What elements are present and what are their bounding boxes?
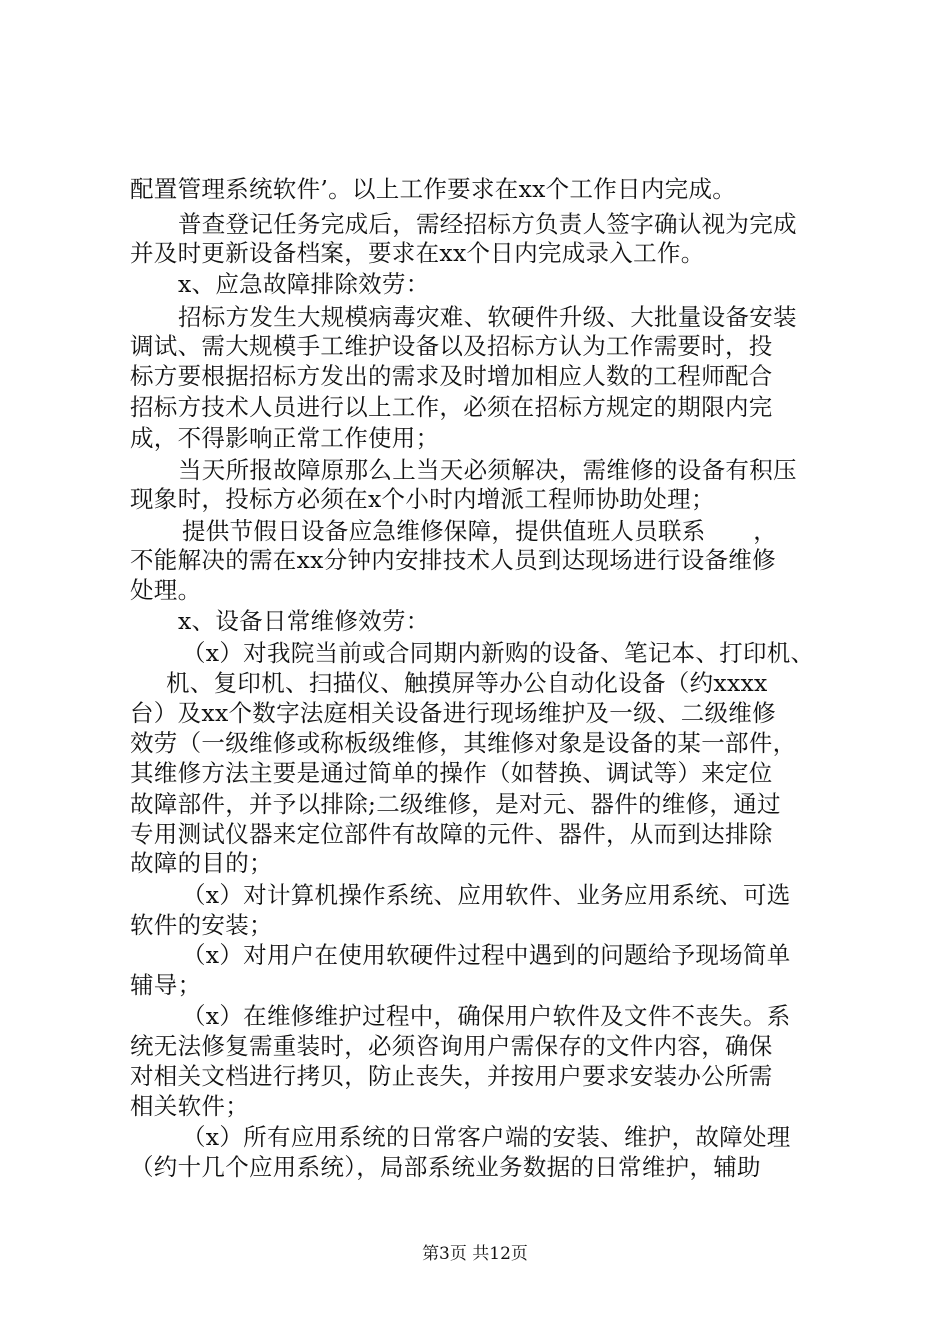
text-line: （x）对计算机操作系统、应用软件、业务应用系统、可选 (182, 881, 791, 909)
page-number-footer: 第3页 共12页 (422, 1244, 528, 1264)
text-line: 处理。 (130, 576, 202, 604)
text-line: 并及时更新设备档案，要求在xx个日内完成录入工作。 (130, 239, 705, 267)
text-line: 提供节假日设备应急维修保障，提供值班人员联系 ， (182, 517, 777, 545)
text-line: 调试、需大规模手工维护设备以及招标方认为工作需要时，投 (130, 332, 773, 360)
text-line: 对相关文档进行拷贝，防止丧失，并按用户要求安装办公所需 (130, 1062, 773, 1090)
text-line: 招标方发生大规模病毒灾难、软硬件升级、大批量设备安装 (178, 303, 797, 331)
text-line: （x）所有应用系统的日常客户端的安装、维护，故障处理 (182, 1123, 791, 1151)
text-line: 招标方技术人员进行以上工作，必须在招标方规定的期限内完 (130, 393, 773, 421)
section-heading: x、设备日常维修效劳： (178, 607, 430, 635)
text-line: 统无法修复需重装时，必须咨询用户需保存的文件内容，确保 (130, 1032, 773, 1060)
text-line: 普查登记任务完成后，需经招标方负责人签字确认视为完成 (178, 210, 797, 238)
text-line: 配置管理系统软件’。以上工作要求在xx个工作日内完成。 (130, 175, 737, 203)
section-heading: x、应急故障排除效劳： (178, 270, 430, 298)
text-line: 标方要根据招标方发出的需求及时增加相应人数的工程师配合 (130, 362, 773, 390)
text-line: 故障部件，并予以排除;二级维修，是对元、器件的维修，通过 (130, 790, 781, 818)
text-line: 效劳（一级维修或称板级维修，其维修对象是设备的某一部件， (130, 729, 797, 757)
text-line: 机、复印机、扫描仪、触摸屏等办公自动化设备（约xxxx (166, 669, 768, 697)
text-line: 软件的安装； (130, 911, 273, 939)
text-line: （x）对我院当前或合同期内新购的设备、笔记本、打印机、 (182, 639, 815, 667)
text-line: 当天所报故障原那么上当天必须解决，需维修的设备有积压 (178, 456, 797, 484)
text-line: 台）及xx个数字法庭相关设备进行现场维护及一级、二级维修 (130, 699, 776, 727)
text-line: 现象时，投标方必须在x个小时内增派工程师协助处理； (130, 485, 715, 513)
text-line: （约十几个应用系统），局部系统业务数据的日常维护，辅助 (130, 1153, 761, 1181)
text-line: 成，不得影响正常工作使用； (130, 424, 440, 452)
text-line: 相关软件； (130, 1092, 249, 1120)
text-line: 其维修方法主要是通过简单的操作（如替换、调试等）来定位 (130, 759, 773, 787)
text-line: 辅导； (130, 971, 202, 999)
text-line: 故障的目的； (130, 849, 273, 877)
text-line: （x）对用户在使用软硬件过程中遇到的问题给予现场简单 (182, 941, 791, 969)
text-line: （x）在维修维护过程中，确保用户软件及文件不丧失。系 (182, 1002, 791, 1030)
text-line: 不能解决的需在xx分钟内安排技术人员到达现场进行设备维修 (130, 546, 776, 574)
text-line: 专用测试仪器来定位部件有故障的元件、器件，从而到达排除 (130, 820, 773, 848)
